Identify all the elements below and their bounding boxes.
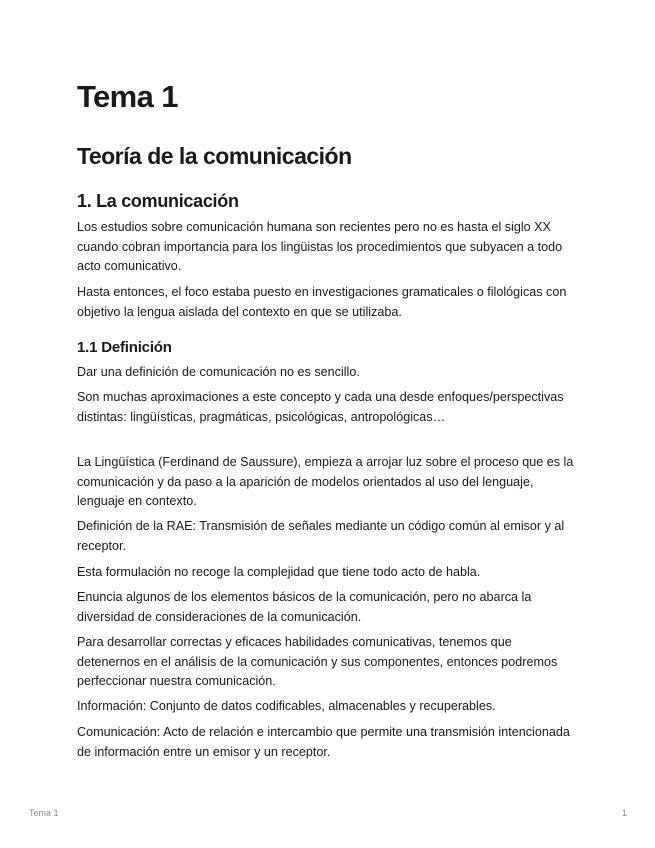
paragraph: Enuncia algunos de los elementos básicos de la comunicación, pero no abarca la diversidad de consideraciones de la comunicación. [77,590,532,624]
section-heading: 1. La comunicación [77,191,239,211]
paragraph: Comunicación: Acto de relación e intercambio que permite una transmisión intencionada de información entre un emisor y un receptor. [77,725,570,759]
paragraph: Hasta entonces, el foco estaba puesto en investigaciones gramaticales o filológicas con objetivo la lengua aislada del contexto en que se utilizaba. [77,285,567,319]
paragraph: Para desarrollar correctas y eficaces habilidades comunicativas, tenemos que detenernos en el análisis de la comunicación y sus componentes, entonces podremos perfeccionar nuestra comunicación. [77,635,558,688]
paragraph: Información: Conjunto de datos codificables, almacenables y recuperables. [77,699,496,713]
subsection-heading: 1.1 Definición [77,339,172,356]
footer-label: Tema 1 [29,808,59,818]
paragraph: Los estudios sobre comunicación humana son recientes pero no es hasta el siglo XX cuando cobran importancia para los lingüistas los procedimientos que subyacen a todo acto comunicativo. [77,220,563,273]
paragraph: La Lingüística (Ferdinand de Saussure), empieza a arrojar luz sobre el proceso que es la comunicación y da paso a la aparición de modelos orientados al uso del lenguaje, lenguaje en contexto. [77,455,574,508]
page-number: 1 [621,808,627,818]
document-title: Tema 1 [77,79,178,114]
document-subtitle: Teoría de la comunicación [77,143,352,169]
paragraph: Son muchas aproximaciones a este concepto y cada una desde enfoques/perspectivas distintas: lingüísticas, pragmáticas, psicológicas, antropológicas… [77,390,564,424]
paragraph: Esta formulación no recoge la complejidad que tiene todo acto de habla. [77,565,481,579]
paragraph: Definición de la RAE: Transmisión de señales mediante un código común al emisor y al receptor. [77,519,565,553]
paragraph: Dar una definición de comunicación no es sencillo. [77,365,360,379]
